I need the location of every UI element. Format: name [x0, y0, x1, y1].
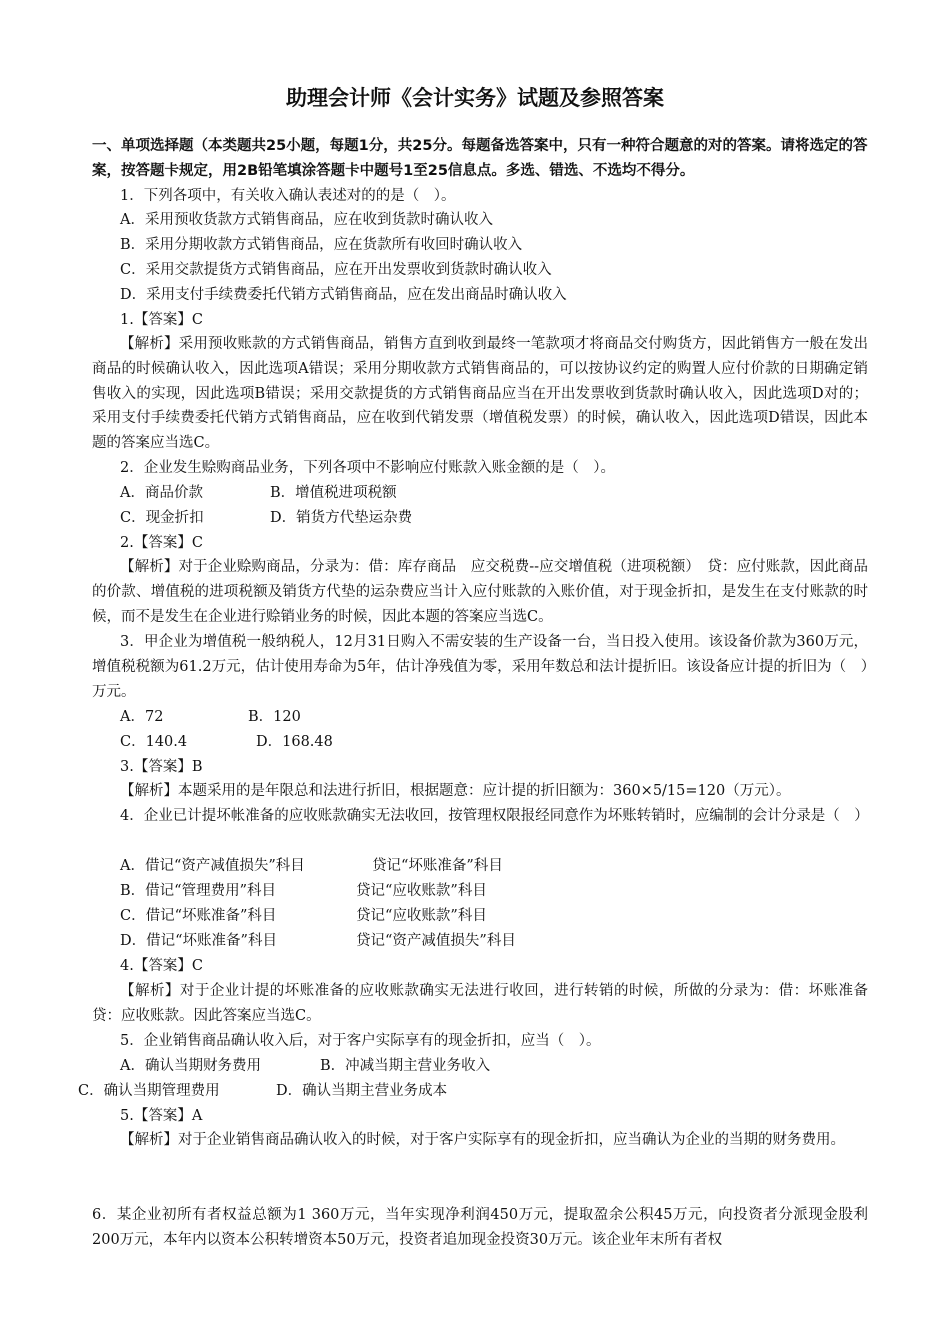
question-3-analysis: 【解析】本题采用的是年限总和法进行折旧，根据题意：应计提的折旧额为：360×5/15=120（万元）。	[120, 783, 791, 799]
question-1-option-b: B．采用分期收款方式销售商品，应在货款所有收回时确认收入	[120, 237, 523, 253]
question-5-option-b: B．冲减当期主营业务收入	[320, 1058, 491, 1074]
question-2-option-a: A．商品价款	[120, 485, 203, 501]
question-5-stem: 5．企业销售商品确认收入后，对于客户实际享有的现金折扣，应当（ ）。	[120, 1033, 601, 1049]
question-4-option-b-debit: B．借记“管理费用”科目	[120, 883, 276, 899]
question-1-stem: 1．下列各项中，有关收入确认表述对的的是（ ）。	[120, 188, 456, 204]
question-3-option-c: C．140.4	[120, 734, 188, 750]
question-1-option-a: A．采用预收货款方式销售商品，应在收到货款时确认收入	[120, 212, 493, 228]
question-2-option-d: D．销货方代垫运杂费	[270, 510, 413, 526]
section-heading: 一、单项选择题（本类题共25小题，每题1分，共25分。每题备选答案中，只有一种符合题意的对的答案。请将选定的答案，按答题卡规定，用2B铅笔填涂答题卡中题号1至25信息点。多选、错选、不选均不得分。	[92, 138, 868, 179]
question-4-stem: 4．企业已计提坏帐准备的应收账款确实无法收回，按管理权限报经同意作为坏账转销时，应编制的会计分录是（ ）	[120, 808, 869, 824]
question-2-option-c: C．现金折扣	[120, 510, 204, 526]
question-4-analysis: 【解析】对于企业计提的坏账准备的应收账款确实无法进行收回，进行转销的时候，所做的分录为：借：坏账准备 贷：应收账款。因此答案应当选C。	[92, 983, 868, 1024]
question-1-option-d: D．采用支付手续费委托代销方式销售商品，应在发出商品时确认收入	[120, 287, 567, 303]
question-3-option-d: D．168.48	[256, 734, 333, 750]
question-4-option-a-credit: 贷记“坏账准备”科目	[372, 858, 503, 874]
question-3-stem: 3．甲企业为增值税一般纳税人，12月31日购入不需安装的生产设备一台，当日投入使用。该设备价款为360万元，增值税税额为61.2万元，估计使用寿命为5年，估计净残值为零，采用年数总和法计提折旧。该设备应计提的折旧为（ ）万元。	[92, 634, 868, 700]
question-1-option-c: C．采用交款提货方式销售商品，应在开出发票收到货款时确认收入	[120, 262, 552, 278]
question-4-option-d-debit: D．借记“坏账准备”科目	[120, 933, 277, 949]
question-1-answer: 1.【答案】C	[120, 312, 203, 328]
question-4-option-b-credit: 贷记“应收账款”科目	[356, 883, 487, 899]
question-5-analysis: 【解析】对于企业销售商品确认收入的时候，对于客户实际享有的现金折扣，应当确认为企业的当期的财务费用。	[120, 1132, 845, 1148]
question-2-option-b: B．增值税进项税额	[270, 485, 397, 501]
question-2-answer: 2.【答案】C	[120, 535, 203, 551]
question-5-option-a: A．确认当期财务费用	[120, 1058, 261, 1074]
question-3-answer: 3.【答案】B	[120, 759, 203, 775]
question-4-option-c-debit: C．借记“坏账准备”科目	[120, 908, 277, 924]
question-4-option-a-debit: A．借记“资产减值损失”科目	[120, 858, 305, 874]
question-5-option-d: D．确认当期主营业务成本	[276, 1083, 448, 1099]
question-4-option-d-credit: 贷记“资产减值损失”科目	[356, 933, 516, 949]
question-1-analysis: 【解析】采用预收账款的方式销售商品，销售方直到收到最终一笔款项才将商品交付购货方，因此销售方一般在发出商品的时候确认收入，因此选项A错误；采用分期收款方式销售商品的，可以按协议约定的购置人应付价款的日期确定销售收入的实现，因此选项B错误；采用交款提货的方式销售商品应当在开出发票收到货款时确认收入，因此选项D对的；采用支付手续费委托代销方式销售商品，应在收到代销发票（增值税发票）的时候，确认收入，因此选项D错误，因此本题的答案应当选C。	[92, 336, 868, 452]
question-6-stem: 6．某企业初所有者权益总额为1 360万元，当年实现净利润450万元，提取盈余公积45万元，向投资者分派现金股利200万元，本年内以资本公积转增资本50万元，投资者追加现金投资30万元。该企业年末所有者权	[92, 1207, 868, 1248]
question-2-stem: 2．企业发生赊购商品业务，下列各项中不影响应付账款入账金额的是（ ）。	[120, 460, 615, 476]
document-title: 助理会计师《会计实务》试题及参照答案	[286, 86, 664, 110]
question-4-answer: 4.【答案】C	[120, 958, 203, 974]
question-3-option-b: B．120	[248, 709, 301, 725]
question-4-option-c-credit: 贷记“应收账款”科目	[356, 908, 487, 924]
question-5-answer: 5.【答案】A	[120, 1108, 203, 1124]
question-2-analysis: 【解析】对于企业赊购商品，分录为：借：库存商品 应交税费--应交增值税（进项税额） 贷：应付账款，因此商品的价款、增值税的进项税额及销货方代垫的运杂费应当计入应付账款的入账价值，对于现金折扣，是发生在支付账款的时候，而不是发生在企业进行赊销业务的时候，因此本题的答案应当选C。	[92, 559, 868, 625]
question-3-option-a: A．72	[120, 709, 164, 725]
question-5-option-c: C．确认当期管理费用	[78, 1083, 220, 1099]
